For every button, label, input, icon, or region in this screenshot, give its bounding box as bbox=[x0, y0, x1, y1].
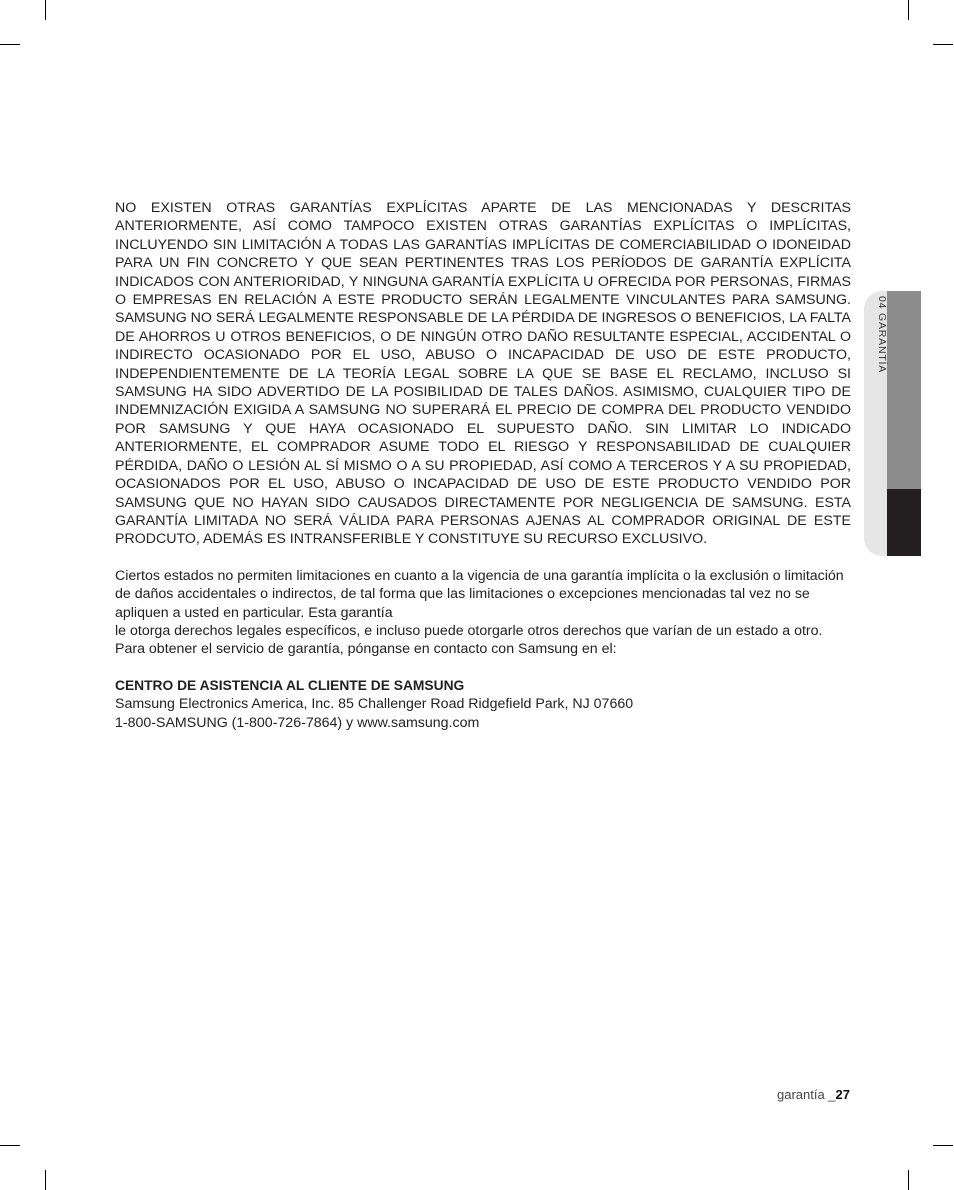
legal-disclaimer-paragraph: NO EXISTEN OTRAS GARANTÍAS EXPLÍCITAS APARTE DE LAS MENCIONADAS Y DESCRITAS ANTERIORMENTE, ASÍ COMO TAMPOCO EXISTEN OTRAS GARANTÍAS EXPLÍCITAS O IMPLÍCITAS, INCLUYENDO SIN LIMITACIÓN A TODAS LAS GARANTÍAS IMPLÍCITAS DE COMERCIABILIDAD O IDONEIDAD PARA UN FIN CONCRETO Y QUE SEAN PERTINENTES TRAS LOS PERÍODOS DE GARANTÍA EXPLÍCITA INDICADOS CON ANTERIORIDAD, Y NINGUNA GARANTÍA EXPLÍCITA U OFRECIDA POR PERSONAS, FIRMAS O EMPRESAS EN RELACIÓN A ESTE PRODUCTO SERÁN LEGALMENTE VINCULANTES PARA SAMSUNG. SAMSUNG NO SERÁ LEGALMENTE RESPONSABLE DE LA PÉRDIDA DE INGRESOS O BENEFICIOS, LA FALTA DE AHORROS U OTROS BENEFICIOS, O DE NINGÚN OTRO DAÑO RESULTANTE ESPECIAL, ACCIDENTAL O INDIRECTO OCASIONADO POR EL USO, ABUSO O INCAPACIDAD DE USO DE ESTE PRODUCTO, INDEPENDIENTEMENTE DE LA TEORÍA LEGAL SOBRE LA QUE SE BASE EL RECLAMO, INCLUSO SI SAMSUNG HA SIDO ADVERTIDO DE LA POSIBILIDAD DE TALES DAÑOS. ASIMISMO, CUALQUIER TIPO DE INDEMNIZACIÓN EXIGIDA A SAMSUNG NO SUPERARÁ EL PRECIO DE COMPRA DEL PRODUCTO VENDIDO POR SAMSUNG Y QUE HAYA OCASIONADO EL SUPUESTO DAÑO. SIN LIMITAR LO INDICADO ANTERIORMENTE, EL COMPRADOR ASUME TODO EL RIESGO Y RESPONSABILIDAD DE CUALQUIER PÉRDIDA, DAÑO O LESIÓN AL SÍ MISMO O A SU PROPIEDAD, ASÍ COMO A TERCEROS Y A SU PROPIEDAD, OCASIONADOS POR EL USO, ABUSO O INCAPACIDAD DE USO DE ESTE PRODUCTO VENDIDO POR SAMSUNG QUE NO HAYAN SIDO CAUSADOS DIRECTAMENTE POR NEGLIGENCIA DE SAMSUNG. ESTA GARANTÍA LIMITADA NO SERÁ VÁLIDA PARA PERSONAS AJENAS AL COMPRADOR ORIGINAL DE ESTE PRODCUTO, ADEMÁS ES INTRANSFERIBLE Y CONSTITUYE SU RECURSO EXCLUSIVO. bbox=[115, 200, 851, 548]
service-instruction-text: Para obtener el servicio de garantía, pónganse en contacto con Samsung en el: bbox=[115, 641, 617, 658]
crop-mark-bottom-right-horizontal bbox=[933, 1145, 953, 1146]
chapter-tab-marker bbox=[887, 489, 921, 556]
footer-section-name: garantía _ bbox=[776, 1087, 836, 1102]
page-number: 27 bbox=[835, 1087, 850, 1102]
chapter-tab-label: 04 GARANTÍA bbox=[876, 296, 888, 374]
page-footer bbox=[777, 1087, 850, 1102]
crop-mark-top-right-horizontal bbox=[933, 44, 953, 45]
legal-rights-text: le otorga derechos legales específicos, e incluso puede otorgarle otros derechos que varían de un estado a otro. bbox=[115, 622, 823, 639]
crop-mark-top-left-vertical bbox=[45, 0, 46, 20]
crop-mark-bottom-left-horizontal bbox=[0, 1145, 20, 1146]
crop-mark-top-left-horizontal bbox=[0, 44, 20, 45]
crop-mark-bottom-left-vertical bbox=[45, 1170, 46, 1190]
states-limitations-text: Ciertos estados no permiten limitaciones en cuanto a la vigencia de una garantía implícita o la exclusión o limitación de daños accidentales o indirectos, de tal forma que las limitaciones o excepciones mencionadas tal vez no se apliquen a usted en particular. Esta garantía bbox=[115, 567, 844, 621]
customer-service-heading: CENTRO DE ASISTENCIA AL CLIENTE DE SAMSUNG bbox=[115, 677, 465, 693]
company-address: Samsung Electronics America, Inc. 85 Challenger Road Ridgefield Park, NJ 07660 bbox=[115, 696, 634, 713]
crop-mark-bottom-right-vertical bbox=[908, 1170, 909, 1190]
chapter-side-tab bbox=[864, 291, 921, 556]
contact-phone-web: 1-800-SAMSUNG (1-800-726-7864) y www.samsung.com bbox=[115, 714, 480, 731]
page-content bbox=[115, 199, 851, 732]
crop-mark-top-right-vertical bbox=[908, 0, 909, 20]
